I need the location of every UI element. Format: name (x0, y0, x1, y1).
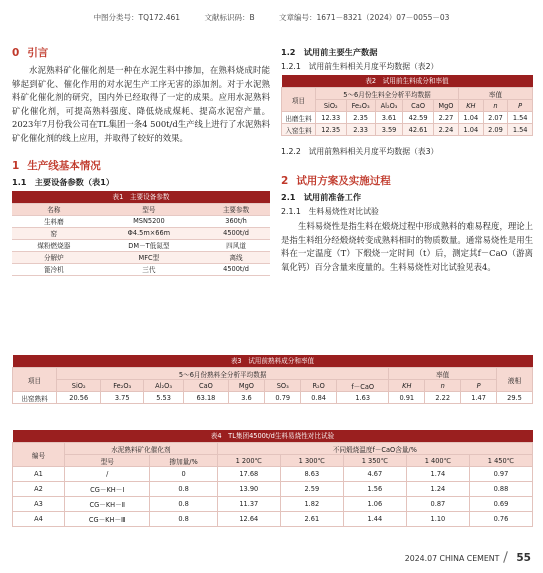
table-row: A3 CG－KH－Ⅱ 0.8 11.37 1.82 1.06 0.87 0.69 (13, 497, 533, 512)
table4-catalyst-label: 水泥熟料矿化催化剂 (65, 443, 218, 455)
journal-name: 2024.07 CHINA CEMENT (404, 554, 500, 563)
table-row: 入窑生料 12.35 2.33 3.59 42.61 2.24 1.04 2.09 1.54 (282, 124, 533, 136)
document-code: 文献标识码：B (204, 13, 255, 22)
table-row: A1 / 0 17.68 8.63 4.67 1.74 0.97 (13, 467, 533, 482)
table3-caption: 表3 试用前熟料成分和率值 (13, 355, 533, 368)
subsection-1-2-2: 1.2.2 试用前熟料相关月度平均数据（表3） (281, 147, 439, 156)
table1-header: 型号 (96, 203, 202, 215)
clc-number: 中图分类号：TQ172.461 (93, 13, 181, 22)
subsection-2-1-1: 2.1.1 生料易烧性对比试验 (281, 207, 379, 216)
intro-paragraph: 水泥熟料矿化催化剂是一种在水泥生料中掺加，在熟料烧成时能够起到矿化、催化作用的对水泥生产工序无害的添加剂。对于水泥熟料矿化催化剂的研究，国内外已经取得了一定的成果。应用水泥熟料矿化催化剂，可提高熟料强度、降低烧成煤耗、提高水泥窑产量。2023年7月份我公司在TL集团一条4 500t/d生产线上进行了水泥熟料矿化催化剂的线上应用，并取得了较好的效果。 (12, 65, 270, 143)
table2-group1: 5～6月份生料全分析平均数据 (316, 88, 459, 100)
table-row: 煤粉燃烧器 DM－T低氮型 四风道 (12, 239, 270, 251)
table-row: 分解炉 MFC型 离线 (12, 251, 270, 263)
subsection-1-2-1: 1.2.1 试用前生料相关月度平均数据（表2） (281, 62, 439, 71)
table4-code-label: 编号 (13, 443, 65, 467)
table-1-equipment (12, 191, 270, 276)
article-header (0, 12, 543, 23)
section1-heading: 1 生产线基本情况 (12, 159, 101, 172)
section2-heading: 2 试用方案及实施过程 (281, 175, 391, 187)
table-2-raw-meal: 表2 试用前生料成分和率值 项目 5～6月份生料全分析平均数据 率值 SiO₂ Fe₂O₃ Al₂O₃ CaO MgO KH n P 出磨生料 12.33 2.35 3.61 42.59 2.27 1.04 2.07 1.54 入窑生料 12.35 2.33 3.59 42.61 2.24 1.04 2.09 1.54 (281, 75, 533, 136)
right-column (281, 45, 533, 274)
table3-group2: 率值 (389, 368, 497, 380)
table-row: A4 CG－KH－Ⅲ 0.8 12.64 2.61 1.44 1.10 0.76 (13, 512, 533, 527)
table2-caption: 表2 试用前生料成分和率值 (282, 75, 533, 88)
table-row: 篦冷机 三代 4500t/d (12, 263, 270, 275)
intro-heading: 0 引言 (12, 47, 49, 59)
table-4-burnability: 表4 TL集团4500t/d生料易烧性对比试验 编号 水泥熟料矿化催化剂 不同煅烧温度f－CaO含量/% 型号 掺加量/% 1 200℃ 1 300℃ 1 350℃ 1 400℃ 1 450℃ A1 / 0 17.68 8.63 4.67 1.74 0.97 A2 CG－KH－Ⅰ 0.8 13.90 2.59 1.56 1.24 0.88 A3 CG－KH－Ⅱ 0.8 11.37 1.82 1.06 0.87 0.69 A4 CG－KH－Ⅲ 0.8 12.64 2.61 1.44 1.10 0.76 (12, 430, 533, 527)
table-row: 出窑熟料 20.56 3.75 5.53 63.18 3.6 0.79 0.84 1.63 0.91 2.22 1.47 29.5 (13, 392, 533, 404)
page-number: 55 (516, 552, 531, 564)
page-footer (405, 551, 531, 564)
table2-item-label: 项目 (282, 88, 316, 112)
burnability-paragraph: 生料易烧性是指生料在煅烧过程中形成熟料的难易程度，理论上是指生料组分经煅烧转变成熟料相时的物质数量。通常易烧性是用生料在一定温度（T）下煅烧一定时间（t）后，测定其f－CaO（游离氧化钙）百分含量来度量的。生料易烧性对比试验见表4。 (281, 221, 533, 272)
subsection-1-1: 1.1 主要设备参数（表1） (12, 176, 115, 187)
table-row: 生料磨 MSN5200 360t/h (12, 215, 270, 227)
table4-temp-group: 不同煅烧温度f－CaO含量/% (217, 443, 532, 455)
table3-item-label: 项目 (13, 368, 57, 392)
subsection-1-2: 1.2 试用前主要生产数据 (281, 47, 378, 57)
table3-group1: 5～6月份熟料全分析平均数据 (57, 368, 389, 380)
table-3-clinker: 表3 试用前熟料成分和率值 项目 5～6月份熟料全分析平均数据 率值 液相 SiO₂ Fe₂O₃ Al₂O₃ CaO MgO SO₃ R₂O f－CaO KH n P 出窑熟料 20.56 3.75 5.53 63.18 3.6 0.79 0.84 1.63 0.91 2.22 1.47 29.5 (12, 355, 533, 404)
table-row: 出磨生料 12.33 2.35 3.61 42.59 2.27 1.04 2.07 1.54 (282, 112, 533, 124)
article-number: 文章编号：1671－8321（2024）07－0055－03 (279, 13, 450, 22)
table3-group3: 液相 (497, 368, 533, 392)
table-row: 窑 Φ4.5m×66m 4500t/d (12, 227, 270, 239)
table4-caption: 表4 TL集团4500t/d生料易烧性对比试验 (13, 430, 533, 443)
divider (504, 551, 509, 563)
table1-header: 主要参数 (202, 203, 270, 215)
table2-group2: 率值 (459, 88, 533, 100)
table1-header: 名称 (12, 203, 96, 215)
left-column (12, 45, 270, 276)
table1-caption: 表1 主要设备参数 (12, 191, 270, 204)
table-row: A2 CG－KH－Ⅰ 0.8 13.90 2.59 1.56 1.24 0.88 (13, 482, 533, 497)
subsection-2-1: 2.1 试用前准备工作 (281, 192, 362, 202)
